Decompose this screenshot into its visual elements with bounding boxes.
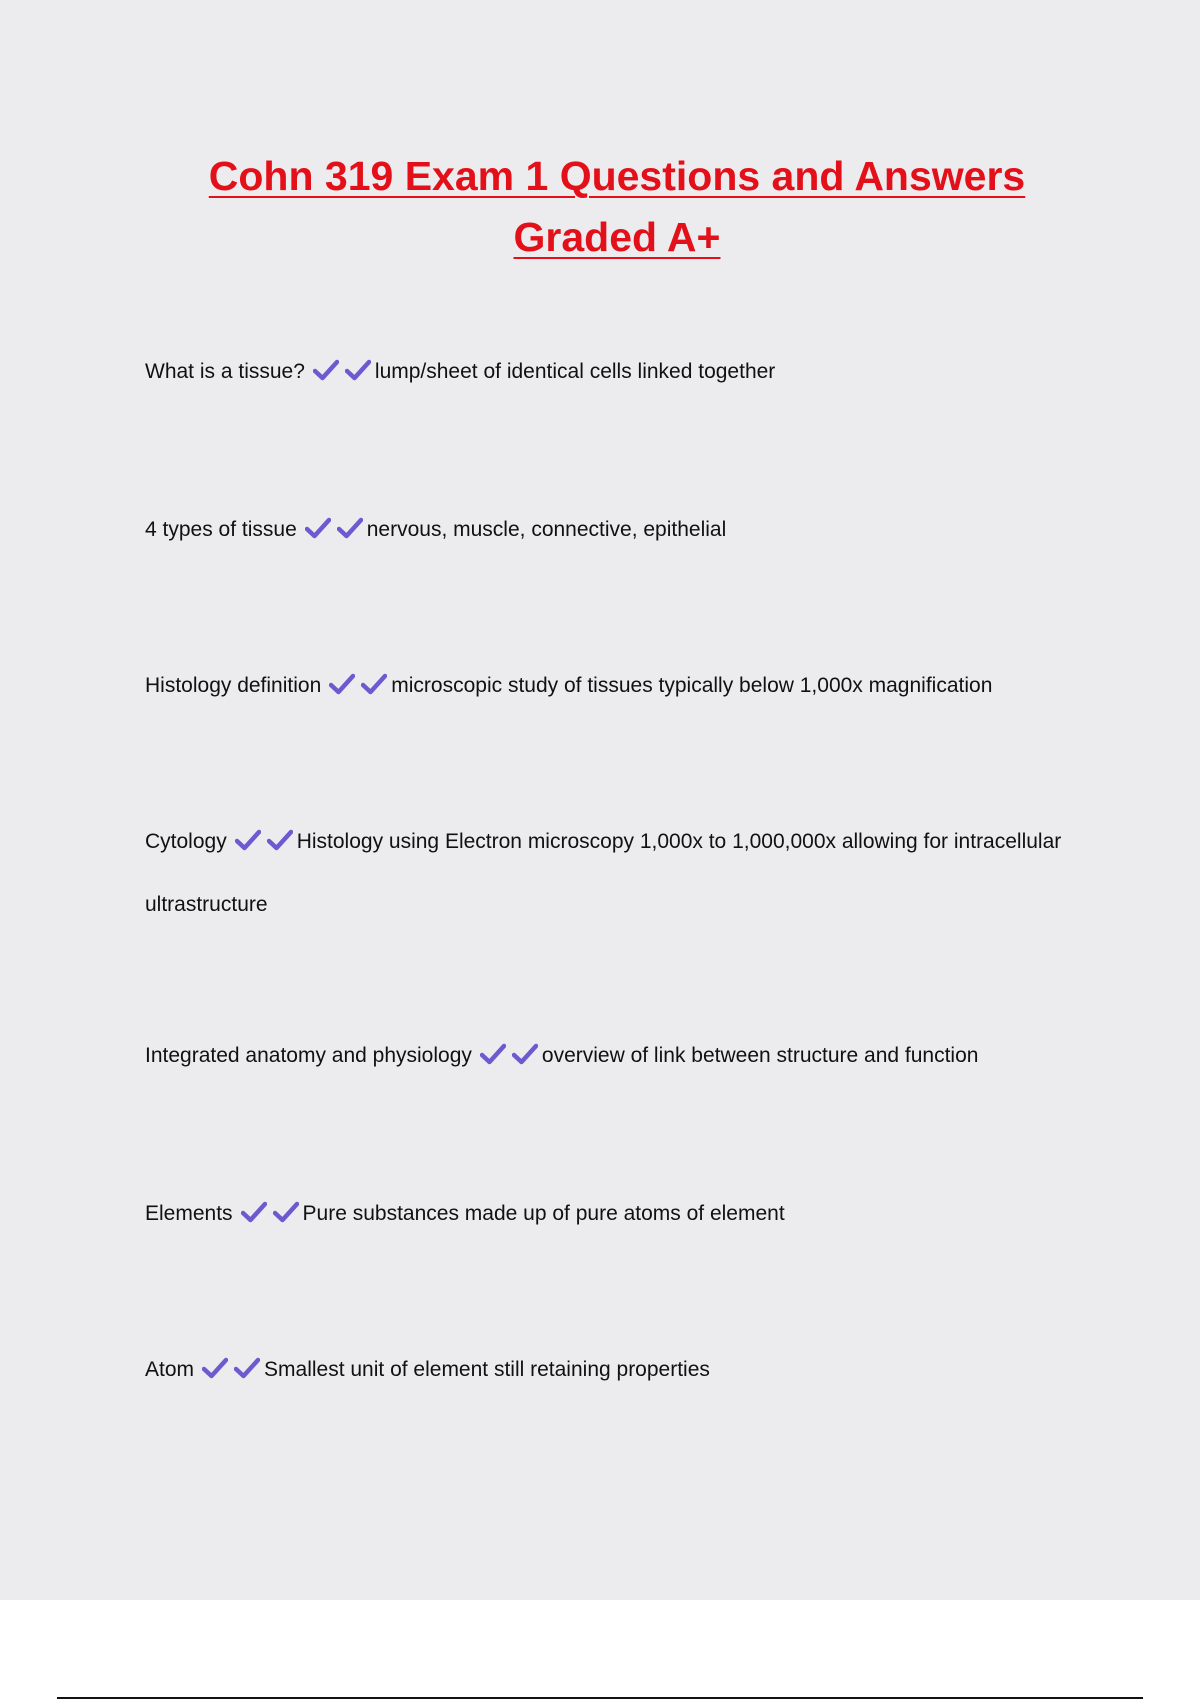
answer-text: overview of link between structure and function [541, 1044, 979, 1067]
qa-item [145, 1026, 1080, 1089]
checkmark-icon [480, 1043, 506, 1065]
title-line-1: Cohn 319 Exam 1 Questions and Answers [208, 153, 1026, 199]
answer-text: Smallest unit of element still retaining properties [264, 1358, 710, 1381]
question-text: Elements [145, 1202, 233, 1225]
checkmark-icon [345, 359, 371, 381]
answer-text: nervous, muscle, connective, epithelial [366, 518, 727, 541]
question-text: 4 types of tissue [145, 518, 297, 541]
checkmark-icon [234, 1357, 260, 1379]
checkmark-icon [361, 673, 387, 695]
answer-marker [305, 503, 365, 563]
qa-item [145, 500, 1080, 563]
answer-marker [235, 815, 295, 875]
answer-text: lump/sheet of identical cells linked together [374, 360, 776, 383]
qa-item [145, 1184, 1080, 1247]
qa-item [145, 342, 1080, 405]
question-text: Cytology [145, 830, 227, 853]
qa-item [145, 1340, 1080, 1403]
checkmark-icon [313, 359, 339, 381]
document-title [100, 146, 1134, 268]
answer-marker [202, 1343, 262, 1403]
question-text: Integrated anatomy and physiology [145, 1044, 472, 1067]
qa-item [145, 812, 1080, 935]
checkmark-icon [337, 517, 363, 539]
question-text: Histology definition [145, 674, 322, 697]
title-line-2: Graded A+ [513, 214, 721, 260]
qa-item [145, 656, 1080, 719]
answer-text: Histology using Electron microscopy 1,000x to 1,000,000x allowing for intracellular ultrastructure [145, 830, 1062, 916]
question-text: What is a tissue? [145, 360, 305, 383]
checkmark-icon [305, 517, 331, 539]
checkmark-icon [202, 1357, 228, 1379]
checkmark-icon [235, 829, 261, 851]
answer-text: microscopic study of tissues typically below 1,000x magnification [391, 674, 993, 697]
question-text: Atom [145, 1358, 195, 1381]
answer-marker [241, 1187, 301, 1247]
answer-marker [313, 345, 373, 405]
checkmark-icon [329, 673, 355, 695]
answer-text: Pure substances made up of pure atoms of element [302, 1202, 785, 1225]
checkmark-icon [273, 1201, 299, 1223]
answer-marker [329, 659, 389, 719]
checkmark-icon [512, 1043, 538, 1065]
checkmark-icon [241, 1201, 267, 1223]
checkmark-icon [267, 829, 293, 851]
page-bottom-divider [57, 1697, 1143, 1699]
answer-marker [480, 1029, 540, 1089]
